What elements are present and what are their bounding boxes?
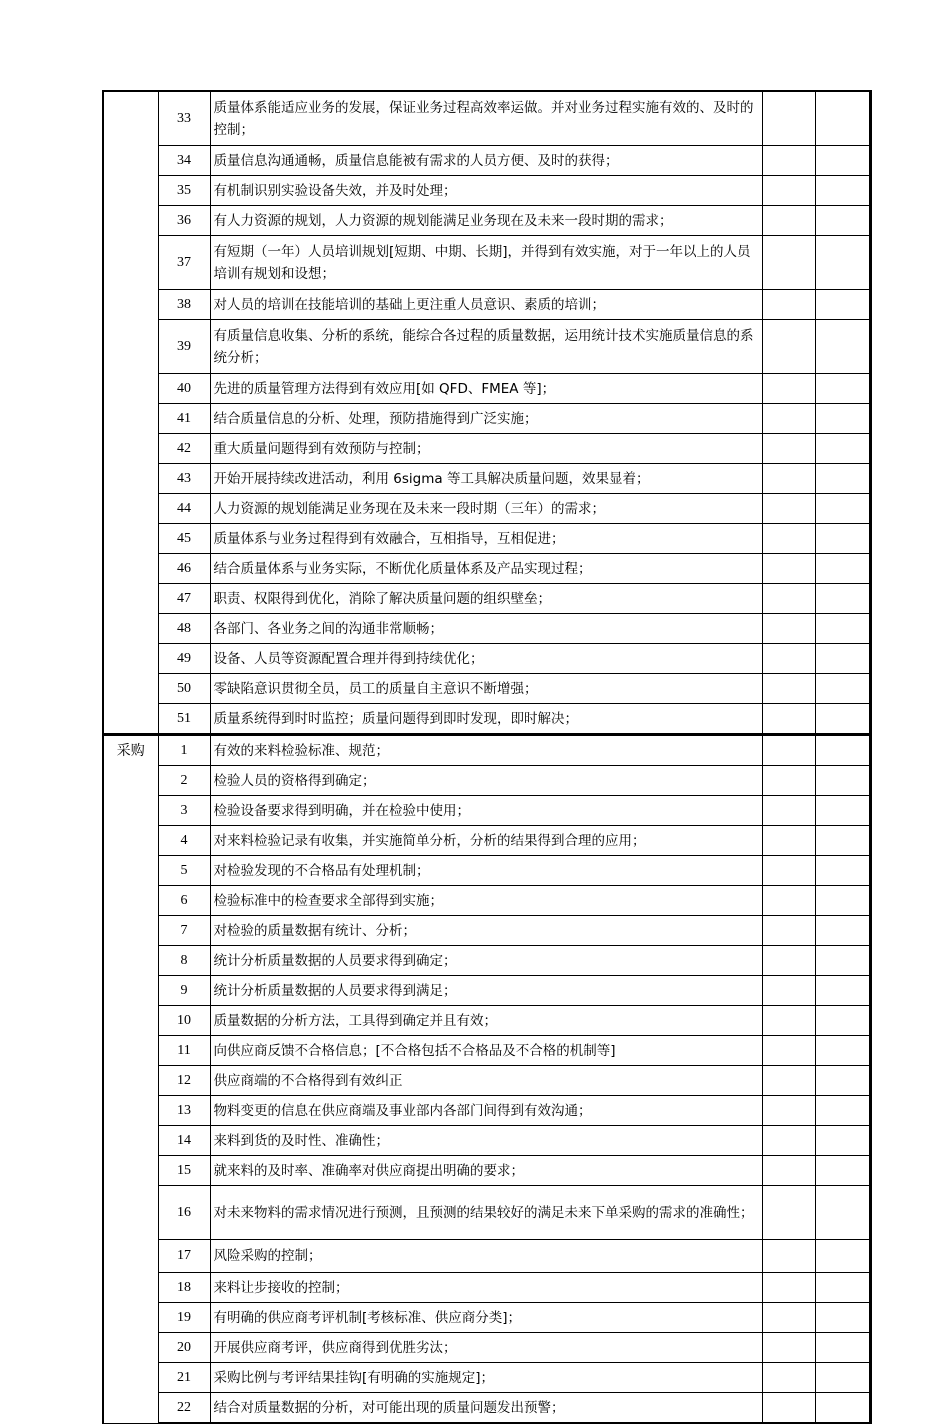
- item-description: 对检验的质量数据有统计、分析；: [210, 916, 762, 946]
- item-description: 质量数据的分析方法，工具得到确定并且有效；: [210, 1006, 762, 1036]
- table-row: [103, 976, 870, 1006]
- item-description: 先进的质量管理方法得到有效应用[如 QFD、FMEA 等]；: [210, 374, 762, 404]
- table-row: [103, 1240, 870, 1273]
- remark-cell[interactable]: [815, 766, 870, 796]
- item-number: 17: [158, 1240, 210, 1273]
- table-row: [103, 146, 870, 176]
- item-description: 统计分析质量数据的人员要求得到满足；: [210, 976, 762, 1006]
- table-row: [103, 494, 870, 524]
- item-description: 结合质量信息的分析、处理，预防措施得到广泛实施；: [210, 404, 762, 434]
- item-number: 3: [158, 796, 210, 826]
- item-number: 4: [158, 826, 210, 856]
- item-number: 18: [158, 1273, 210, 1303]
- table-row: [103, 1156, 870, 1186]
- table-row: [103, 1363, 870, 1393]
- remark-cell[interactable]: [815, 704, 870, 735]
- category-cell: [103, 91, 158, 735]
- score-cell[interactable]: [762, 320, 815, 374]
- table-row: [103, 434, 870, 464]
- score-cell[interactable]: [762, 644, 815, 674]
- item-description: 风险采购的控制；: [210, 1240, 762, 1273]
- table-row: [103, 1066, 870, 1096]
- item-description: 重大质量问题得到有效预防与控制；: [210, 434, 762, 464]
- score-cell[interactable]: [762, 1363, 815, 1393]
- score-cell[interactable]: [762, 1066, 815, 1096]
- score-cell[interactable]: [762, 1393, 815, 1424]
- remark-cell[interactable]: [815, 1156, 870, 1186]
- item-description: 就来料的及时率、准确率对供应商提出明确的要求；: [210, 1156, 762, 1186]
- item-description: 有质量信息收集、分析的系统，能综合各过程的质量数据，运用统计技术实施质量信息的系统分析；: [210, 320, 762, 374]
- remark-cell[interactable]: [815, 1066, 870, 1096]
- table-row: [103, 1096, 870, 1126]
- remark-cell[interactable]: [815, 524, 870, 554]
- score-cell[interactable]: [762, 1096, 815, 1126]
- item-description: 有短期（一年）人员培训规划[短期、中期、长期]，并得到有效实施，对于一年以上的人员培训有规划和设想；: [210, 236, 762, 290]
- remark-cell[interactable]: [815, 1036, 870, 1066]
- remark-cell[interactable]: [815, 735, 870, 766]
- table-row: [103, 1393, 870, 1424]
- item-number: 40: [158, 374, 210, 404]
- item-number: 50: [158, 674, 210, 704]
- item-number: 49: [158, 644, 210, 674]
- item-number: 39: [158, 320, 210, 374]
- item-description: 对来料检验记录有收集，并实施简单分析，分析的结果得到合理的应用；: [210, 826, 762, 856]
- remark-cell[interactable]: [815, 584, 870, 614]
- score-cell[interactable]: [762, 494, 815, 524]
- remark-cell[interactable]: [815, 916, 870, 946]
- score-cell[interactable]: [762, 766, 815, 796]
- remark-cell[interactable]: [815, 404, 870, 434]
- item-number: 44: [158, 494, 210, 524]
- item-number: 16: [158, 1186, 210, 1240]
- evaluation-table-sheet: [102, 90, 869, 1424]
- item-description: 有明确的供应商考评机制[考核标准、供应商分类]；: [210, 1303, 762, 1333]
- table-row: [103, 1273, 870, 1303]
- remark-cell[interactable]: [815, 1126, 870, 1156]
- item-description: 质量系统得到时时监控；质量问题得到即时发现，即时解决；: [210, 704, 762, 735]
- item-number: 5: [158, 856, 210, 886]
- remark-cell[interactable]: [815, 886, 870, 916]
- table-row: [103, 1036, 870, 1066]
- score-cell[interactable]: [762, 524, 815, 554]
- item-number: 45: [158, 524, 210, 554]
- item-description: 质量体系能适应业务的发展，保证业务过程高效率运做。并对业务过程实施有效的、及时的控制；: [210, 91, 762, 146]
- item-number: 47: [158, 584, 210, 614]
- score-cell[interactable]: [762, 236, 815, 290]
- table-row: [103, 946, 870, 976]
- item-number: 8: [158, 946, 210, 976]
- remark-cell[interactable]: [815, 614, 870, 644]
- item-number: 15: [158, 1156, 210, 1186]
- table-row: [103, 886, 870, 916]
- item-number: 6: [158, 886, 210, 916]
- item-number: 48: [158, 614, 210, 644]
- item-number: 2: [158, 766, 210, 796]
- item-number: 42: [158, 434, 210, 464]
- score-cell[interactable]: [762, 1186, 815, 1240]
- table-row: [103, 374, 870, 404]
- score-cell[interactable]: [762, 976, 815, 1006]
- table-row: [103, 1303, 870, 1333]
- item-number: 36: [158, 206, 210, 236]
- item-description: 结合质量体系与业务实际，不断优化质量体系及产品实现过程；: [210, 554, 762, 584]
- table-row: [103, 554, 870, 584]
- table-row: [103, 236, 870, 290]
- quality-evaluation-table: [102, 90, 872, 1424]
- table-row: [103, 856, 870, 886]
- score-cell[interactable]: [762, 146, 815, 176]
- remark-cell[interactable]: [815, 1363, 870, 1393]
- remark-cell[interactable]: [815, 1240, 870, 1273]
- score-cell[interactable]: [762, 206, 815, 236]
- remark-cell[interactable]: [815, 374, 870, 404]
- remark-cell[interactable]: [815, 976, 870, 1006]
- item-description: 统计分析质量数据的人员要求得到确定；: [210, 946, 762, 976]
- score-cell[interactable]: [762, 735, 815, 766]
- item-number: 46: [158, 554, 210, 584]
- table-row: [103, 320, 870, 374]
- score-cell[interactable]: [762, 704, 815, 735]
- item-description: 检验人员的资格得到确定；: [210, 766, 762, 796]
- remark-cell[interactable]: [815, 856, 870, 886]
- table-row: [103, 644, 870, 674]
- item-description: 结合对质量数据的分析，对可能出现的质量问题发出预警；: [210, 1393, 762, 1424]
- remark-cell[interactable]: [815, 1303, 870, 1333]
- item-number: 14: [158, 1126, 210, 1156]
- item-number: 38: [158, 290, 210, 320]
- item-number: 11: [158, 1036, 210, 1066]
- item-number: 43: [158, 464, 210, 494]
- score-cell[interactable]: [762, 1240, 815, 1273]
- table-row: [103, 1126, 870, 1156]
- score-cell[interactable]: [762, 404, 815, 434]
- table-row: [103, 674, 870, 704]
- table-row: [103, 464, 870, 494]
- remark-cell[interactable]: [815, 1186, 870, 1240]
- score-cell[interactable]: [762, 1333, 815, 1363]
- item-description: 开展供应商考评，供应商得到优胜劣汰；: [210, 1333, 762, 1363]
- item-description: 职责、权限得到优化，消除了解决质量问题的组织壁垒；: [210, 584, 762, 614]
- remark-cell[interactable]: [815, 1393, 870, 1424]
- score-cell[interactable]: [762, 176, 815, 206]
- item-number: 34: [158, 146, 210, 176]
- score-cell[interactable]: [762, 434, 815, 464]
- item-number: 35: [158, 176, 210, 206]
- score-cell[interactable]: [762, 1156, 815, 1186]
- score-cell[interactable]: [762, 1036, 815, 1066]
- remark-cell[interactable]: [815, 494, 870, 524]
- table-body: [103, 91, 870, 1423]
- remark-cell[interactable]: [815, 674, 870, 704]
- item-description: 质量体系与业务过程得到有效融合，互相指导，互相促进；: [210, 524, 762, 554]
- item-number: 19: [158, 1303, 210, 1333]
- score-cell[interactable]: [762, 1126, 815, 1156]
- item-number: 20: [158, 1333, 210, 1363]
- item-description: 有人力资源的规划，人力资源的规划能满足业务现在及未来一段时期的需求；: [210, 206, 762, 236]
- remark-cell[interactable]: [815, 434, 870, 464]
- item-description: 对人员的培训在技能培训的基础上更注重人员意识、素质的培训；: [210, 290, 762, 320]
- score-cell[interactable]: [762, 826, 815, 856]
- item-description: 开始开展持续改进活动，利用 6sigma 等工具解决质量问题，效果显着；: [210, 464, 762, 494]
- remark-cell[interactable]: [815, 236, 870, 290]
- table-row: [103, 614, 870, 644]
- item-description: 来料到货的及时性、准确性；: [210, 1126, 762, 1156]
- remark-cell[interactable]: [815, 554, 870, 584]
- remark-cell[interactable]: [815, 1006, 870, 1036]
- item-description: 零缺陷意识贯彻全员，员工的质量自主意识不断增强；: [210, 674, 762, 704]
- item-number: 22: [158, 1393, 210, 1424]
- table-row: [103, 404, 870, 434]
- table-row: [103, 91, 870, 146]
- table-row: [103, 290, 870, 320]
- item-description: 有效的来料检验标准、规范；: [210, 735, 762, 766]
- item-number: 21: [158, 1363, 210, 1393]
- remark-cell[interactable]: [815, 1273, 870, 1303]
- remark-cell[interactable]: [815, 826, 870, 856]
- table-row: [103, 704, 870, 735]
- item-number: 13: [158, 1096, 210, 1126]
- score-cell[interactable]: [762, 290, 815, 320]
- item-description: 供应商端的不合格得到有效纠正: [210, 1066, 762, 1096]
- item-description: 物料变更的信息在供应商端及事业部内各部门间得到有效沟通；: [210, 1096, 762, 1126]
- remark-cell[interactable]: [815, 146, 870, 176]
- table-row: [103, 524, 870, 554]
- table-row: [103, 766, 870, 796]
- remark-cell[interactable]: [815, 91, 870, 146]
- score-cell[interactable]: [762, 614, 815, 644]
- remark-cell[interactable]: [815, 290, 870, 320]
- score-cell[interactable]: [762, 946, 815, 976]
- item-description: 设备、人员等资源配置合理并得到持续优化；: [210, 644, 762, 674]
- table-row: [103, 1186, 870, 1240]
- table-row: [103, 796, 870, 826]
- score-cell[interactable]: [762, 374, 815, 404]
- remark-cell[interactable]: [815, 946, 870, 976]
- remark-cell[interactable]: [815, 320, 870, 374]
- item-description: 有机制识别实验设备失效，并及时处理；: [210, 176, 762, 206]
- score-cell[interactable]: [762, 1273, 815, 1303]
- item-description: 向供应商反馈不合格信息；[不合格包括不合格品及不合格的机制等]: [210, 1036, 762, 1066]
- item-number: 41: [158, 404, 210, 434]
- remark-cell[interactable]: [815, 644, 870, 674]
- item-number: 1: [158, 735, 210, 766]
- item-description: 对检验发现的不合格品有处理机制；: [210, 856, 762, 886]
- item-description: 各部门、各业务之间的沟通非常顺畅；: [210, 614, 762, 644]
- score-cell[interactable]: [762, 674, 815, 704]
- remark-cell[interactable]: [815, 206, 870, 236]
- score-cell[interactable]: [762, 916, 815, 946]
- item-number: 37: [158, 236, 210, 290]
- remark-cell[interactable]: [815, 796, 870, 826]
- item-description: 检验标准中的检查要求全部得到实施；: [210, 886, 762, 916]
- item-description: 质量信息沟通通畅，质量信息能被有需求的人员方便、及时的获得；: [210, 146, 762, 176]
- item-description: 检验设备要求得到明确，并在检验中使用；: [210, 796, 762, 826]
- table-row: [103, 206, 870, 236]
- score-cell[interactable]: [762, 554, 815, 584]
- item-number: 12: [158, 1066, 210, 1096]
- item-number: 7: [158, 916, 210, 946]
- table-row: [103, 1333, 870, 1363]
- table-row: [103, 1006, 870, 1036]
- remark-cell[interactable]: [815, 464, 870, 494]
- item-description: 采购比例与考评结果挂钩[有明确的实施规定]；: [210, 1363, 762, 1393]
- remark-cell[interactable]: [815, 176, 870, 206]
- table-row: [103, 826, 870, 856]
- table-row: [103, 916, 870, 946]
- item-number: 9: [158, 976, 210, 1006]
- item-number: 33: [158, 91, 210, 146]
- item-description: 人力资源的规划能满足业务现在及未来一段时期（三年）的需求；: [210, 494, 762, 524]
- score-cell[interactable]: [762, 796, 815, 826]
- score-cell[interactable]: [762, 584, 815, 614]
- table-row: [103, 584, 870, 614]
- table-row: [103, 735, 870, 766]
- score-cell[interactable]: [762, 1303, 815, 1333]
- score-cell[interactable]: [762, 464, 815, 494]
- remark-cell[interactable]: [815, 1096, 870, 1126]
- remark-cell[interactable]: [815, 1333, 870, 1363]
- score-cell[interactable]: [762, 856, 815, 886]
- score-cell[interactable]: [762, 1006, 815, 1036]
- item-description: 来料让步接收的控制；: [210, 1273, 762, 1303]
- item-description: 对未来物料的需求情况进行预测，且预测的结果较好的满足未来下单采购的需求的准确性；: [210, 1186, 762, 1240]
- category-cell: 采购: [103, 735, 158, 1424]
- item-number: 10: [158, 1006, 210, 1036]
- item-number: 51: [158, 704, 210, 735]
- score-cell[interactable]: [762, 886, 815, 916]
- score-cell[interactable]: [762, 91, 815, 146]
- table-row: [103, 176, 870, 206]
